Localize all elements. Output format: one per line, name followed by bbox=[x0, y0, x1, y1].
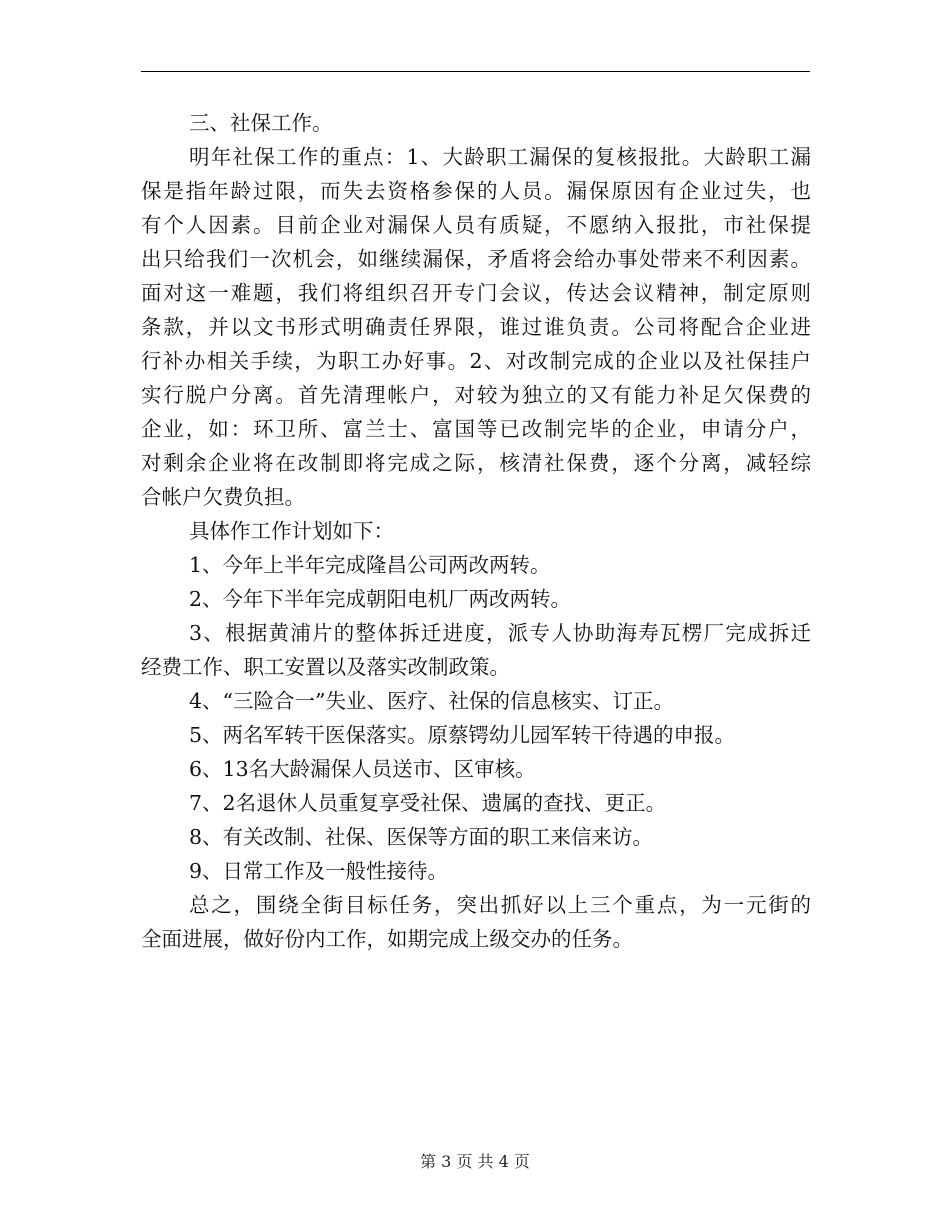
text-line: 1、今年上半年完成隆昌公司两改两转。 bbox=[189, 553, 551, 577]
text-line: 经费工作、职工安置以及落实改制政策。 bbox=[141, 655, 510, 679]
text-line: 9、日常工作及一般性接待。 bbox=[189, 859, 449, 883]
text-line: 保是指年龄过限，而失去资格参保的人员。漏保原因有企业过失，也 bbox=[141, 179, 811, 203]
text-line: 对剩余企业将在改制即将完成之际，核清社保费，逐个分离，减轻综 bbox=[141, 451, 811, 475]
text-line: 全面进展，做好份内工作，如期完成上级交办的任务。 bbox=[141, 927, 633, 951]
header-rule bbox=[141, 71, 810, 72]
text-line: 行补办相关手续，为职工办好事。2、对改制完成的企业以及社保挂户 bbox=[141, 349, 811, 373]
text-line: 明年社保工作的重点：1、大龄职工漏保的复核报批。大龄职工漏 bbox=[189, 145, 811, 169]
text-line: 4、“三险合一”失业、医疗、社保的信息核实、订正。 bbox=[189, 689, 675, 713]
text-line: 出只给我们一次机会，如继续漏保，矛盾将会给办事处带来不利因素。 bbox=[141, 247, 811, 271]
text-line: 合帐户欠费负担。 bbox=[141, 485, 305, 509]
text-line: 有个人因素。目前企业对漏保人员有质疑，不愿纳入报批，市社保提 bbox=[141, 213, 811, 237]
text-line: 具体作工作计划如下： bbox=[189, 519, 394, 543]
page-number: 第 3 页 共 4 页 bbox=[420, 1152, 530, 1171]
text-line: 实行脱户分离。首先清理帐户，对较为独立的又有能力补足欠保费的 bbox=[141, 383, 811, 407]
text-line: 7、2名退休人员重复享受社保、遗属的查找、更正。 bbox=[189, 791, 667, 815]
text-line: 企业，如：环卫所、富兰士、富国等已改制完毕的企业，申请分户， bbox=[141, 417, 811, 441]
text-line: 面对这一难题，我们将组织召开专门会议，传达会议精神，制定原则 bbox=[141, 281, 811, 305]
text-line: 8、有关改制、社保、医保等方面的职工来信来访。 bbox=[189, 825, 654, 849]
text-line: 2、今年下半年完成朝阳电机厂两改两转。 bbox=[189, 587, 572, 611]
text-line: 三、社保工作。 bbox=[189, 111, 333, 135]
text-line: 条款，并以文书形式明确责任界限，谁过谁负责。公司将配合企业进 bbox=[141, 315, 811, 339]
text-line: 6、13名大龄漏保人员送市、区审核。 bbox=[189, 757, 536, 781]
document-body bbox=[141, 106, 811, 956]
text-line: 总之，围绕全街目标任务，突出抓好以上三个重点，为一元街的 bbox=[189, 893, 811, 917]
text-line: 5、两名军转干医保落实。原蔡锷幼儿园军转干待遇的申报。 bbox=[189, 723, 736, 747]
text-line: 3、根据黄浦片的整体拆迁进度，派专人协助海寿瓦楞厂完成拆迁 bbox=[189, 621, 811, 645]
